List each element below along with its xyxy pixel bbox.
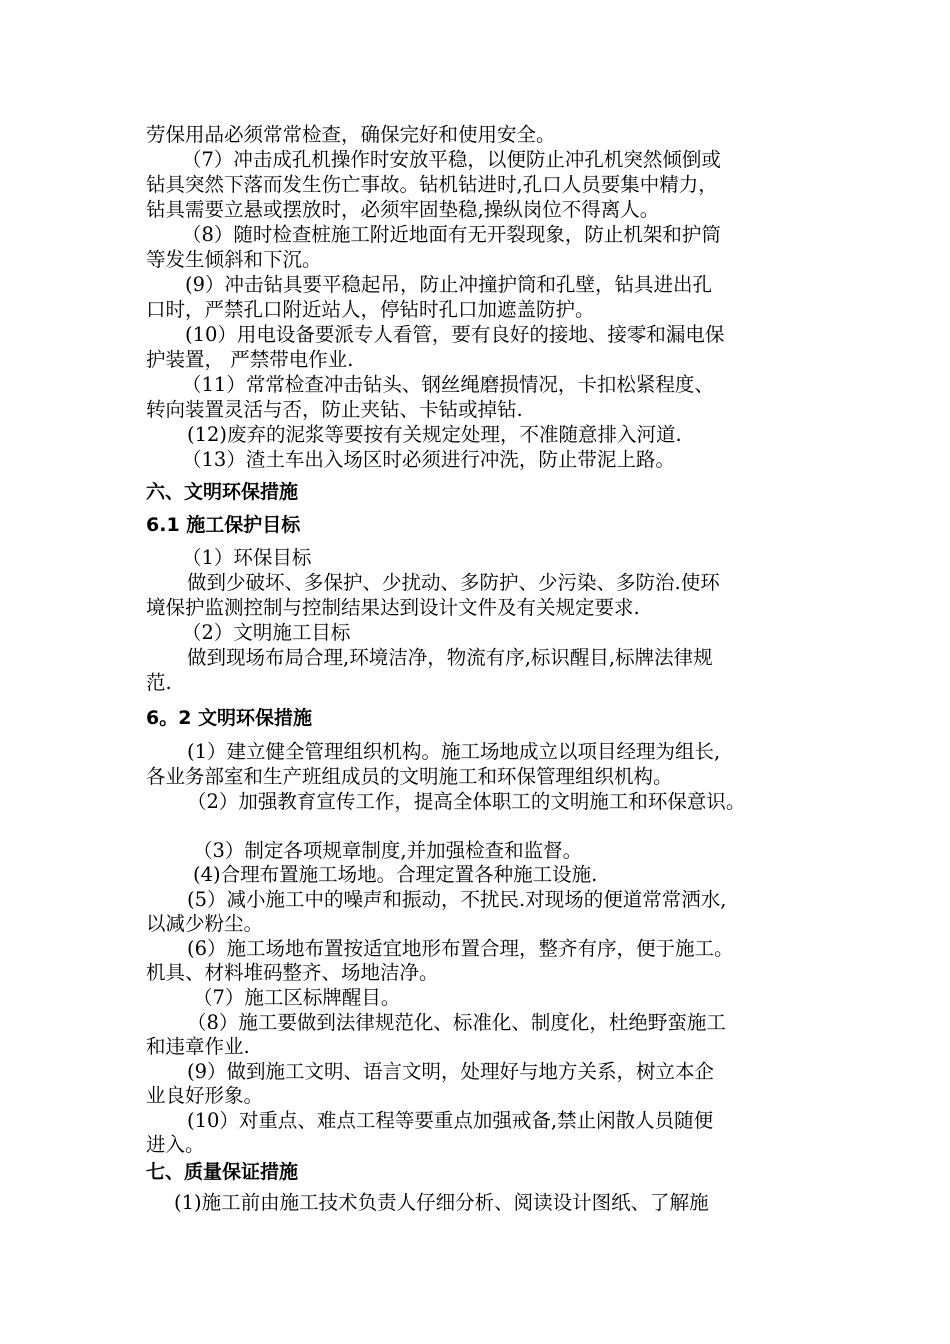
- subsection-heading: 6.1 施工保护目标: [146, 514, 301, 536]
- section-heading: 七、质量保证措施: [146, 1161, 299, 1183]
- paragraph-line: 以减少粉尘。: [146, 912, 264, 935]
- paragraph-line: （7）冲击成孔机操作时安放平稳，以便防止冲孔机突然倾倒或: [182, 148, 721, 171]
- paragraph-line: 进入。: [146, 1133, 205, 1156]
- paragraph-line: 做到现场布局合理,环境洁净，物流有序,标识醒目,标牌法律规: [187, 646, 713, 669]
- paragraph-line: （7）施工区标牌醒目。: [193, 986, 401, 1009]
- paragraph-line: （3）制定各项规章制度,并加强检查和监督。: [193, 839, 583, 862]
- paragraph-line: （11）常常检查冲击钻头、钢丝绳磨损情况，卡扣松紧程度、: [182, 373, 714, 396]
- paragraph-line: 范.: [146, 671, 172, 694]
- paragraph-line: （2）加强教育宣传工作，提高全体职工的文明施工和环保意识。: [187, 790, 746, 813]
- paragraph-line: (6）施工场地布置按适宜地形布置合理，整齐有序，便于施工。: [187, 937, 734, 960]
- paragraph-line: 机具、材料堆码整齐、场地洁净。: [146, 961, 439, 984]
- paragraph-line: 转向装置灵活与否，防止夹钻、卡钻或掉钻.: [146, 398, 523, 421]
- paragraph-line: 护装置， 严禁带电作业.: [146, 348, 354, 371]
- paragraph-line: 境保护监测控制与控制结果达到设计文件及有关规定要求.: [146, 596, 640, 619]
- paragraph-line: 等发生倾斜和下沉。: [146, 248, 322, 271]
- paragraph-line: （8）随时检查桩施工附近地面有无开裂现象，防止机架和护筒: [182, 223, 721, 246]
- paragraph-line: 做到少破坏、多保护、少扰动、多防护、少污染、多防治.使环: [187, 571, 720, 594]
- paragraph-line: (10）对重点、难点工程等要重点加强戒备,禁止闲散人员随便: [187, 1109, 714, 1132]
- paragraph-line: （13）渣土车出入场区时必须进行冲洗，防止带泥上路。: [182, 448, 675, 471]
- paragraph-line: (5）减小施工中的噪声和振动，不扰民.对现场的便道常常洒水,: [187, 888, 727, 911]
- paragraph-line: (12)废弃的泥浆等要按有关规定处理，不准随意排入河道.: [187, 423, 682, 446]
- paragraph-line: 钻具突然下落而发生伤亡事故。钻机钻进时,孔口人员要集中精力，: [146, 173, 718, 196]
- paragraph-line: 各业务部室和生产班组成员的文明施工和环保管理组织机构。: [146, 765, 673, 788]
- paragraph-line: （1）环保目标: [182, 546, 312, 569]
- paragraph-line: (9）冲击钻具要平稳起吊，防止冲撞护筒和孔壁，钻具进出孔: [185, 273, 713, 296]
- paragraph-line: 钻具需要立悬或摆放时，必须牢固垫稳,操纵岗位不得离人。: [146, 198, 660, 221]
- paragraph-line: (10）用电设备要派专人看管，要有良好的接地、接零和漏电保: [185, 323, 725, 346]
- section-heading: 六、文明环保措施: [146, 481, 299, 503]
- paragraph-line: (1)施工前由施工技术负责人仔细分析、阅读设计图纸、了解施: [174, 1191, 709, 1214]
- subsection-heading: 6。2 文明环保措施: [146, 707, 313, 729]
- paragraph-line: (4)合理布置施工场地。合理定置各种施工设施.: [193, 863, 598, 886]
- paragraph-line: 业良好形象。: [146, 1084, 264, 1107]
- paragraph-line: (9）做到施工文明、语言文明，处理好与地方关系，树立本企: [187, 1060, 715, 1083]
- paragraph-line: 劳保用品必须常常检查，确保完好和使用安全。: [146, 123, 556, 146]
- paragraph-line: （8）施工要做到法律规范化、标准化、制度化，杜绝野蛮施工: [187, 1011, 726, 1034]
- paragraph-line: 和违章作业.: [146, 1035, 250, 1058]
- paragraph-line: (1）建立健全管理组织机构。施工场地成立以项目经理为组长,: [187, 740, 721, 763]
- paragraph-line: （2）文明施工目标: [182, 621, 351, 644]
- paragraph-line: 口时，严禁孔口附近站人，停钻时孔口加遮盖防护。: [146, 298, 595, 321]
